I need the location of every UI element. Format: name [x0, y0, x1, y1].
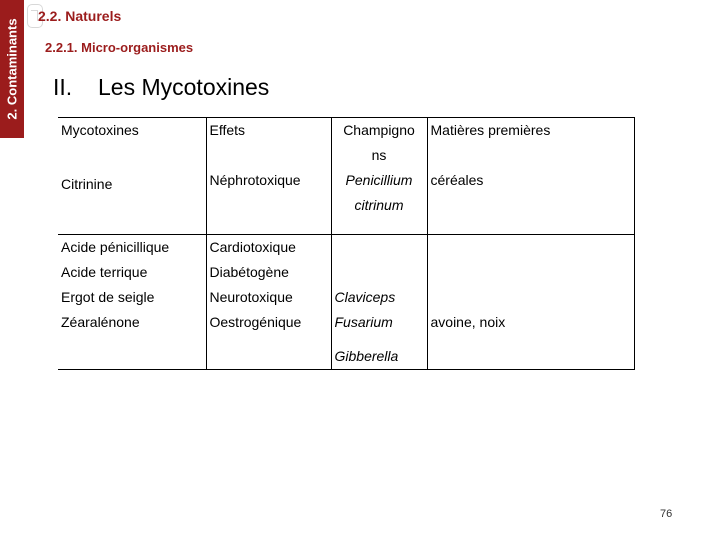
cell-mycotoxine: Citrinine — [58, 168, 206, 235]
cell-champignon-extra: Gibberella — [334, 348, 399, 364]
cell-mycotoxine: Acide terrique — [58, 260, 206, 285]
slide-title-number: II. — [53, 74, 73, 100]
cell-champignon — [331, 168, 427, 235]
section-heading: 2.2. Naturels — [38, 8, 122, 24]
slide-title-text: Les Mycotoxines — [98, 74, 270, 100]
cell-champignon: Claviceps — [331, 285, 427, 310]
header-champignons-line2: ns — [371, 147, 387, 163]
cell-matiere — [427, 235, 634, 261]
table-row — [58, 260, 634, 285]
cell-champignon — [331, 235, 427, 261]
table-row — [58, 310, 634, 370]
header-matieres: Matières premières — [427, 118, 634, 169]
cell-matiere: avoine, noix — [427, 310, 634, 370]
table-row — [58, 285, 634, 310]
header-champignons-line1: Champigno — [343, 122, 415, 138]
section-side-band — [0, 0, 24, 138]
header-effets: Effets — [206, 118, 331, 169]
cell-champignon-line1: Penicillium — [345, 172, 413, 188]
slide-title — [53, 74, 269, 101]
cell-effet: Oestrogénique — [206, 310, 331, 370]
cell-mycotoxine: Ergot de seigle — [58, 285, 206, 310]
cell-champignon — [331, 260, 427, 285]
cell-champignon — [331, 310, 427, 370]
side-band-label: 2. Contaminants — [4, 18, 20, 120]
cell-champignon-line1: Fusarium — [334, 314, 393, 330]
cell-effet: Diabétogène — [206, 260, 331, 285]
cell-champignon-line2: citrinum — [354, 197, 404, 213]
header-mycotoxines: Mycotoxines — [58, 118, 206, 169]
cell-effet: Neurotoxique — [206, 285, 331, 310]
cell-effet: Cardiotoxique — [206, 235, 331, 261]
page-number: 76 — [660, 508, 673, 520]
cell-mycotoxine: Acide pénicillique — [58, 235, 206, 261]
subsection-heading: 2.2.1. Micro-organismes — [45, 40, 194, 55]
table-header-row — [58, 118, 634, 169]
header-champignons — [331, 118, 427, 169]
table-row — [58, 168, 634, 235]
cell-matiere — [427, 285, 634, 310]
cell-matiere: céréales — [427, 168, 634, 235]
cell-effet: Néphrotoxique — [206, 168, 331, 235]
cell-matiere — [427, 260, 634, 285]
cell-mycotoxine: Zéaralénone — [58, 310, 206, 370]
table-row — [58, 235, 634, 261]
mycotoxins-table — [58, 117, 635, 370]
